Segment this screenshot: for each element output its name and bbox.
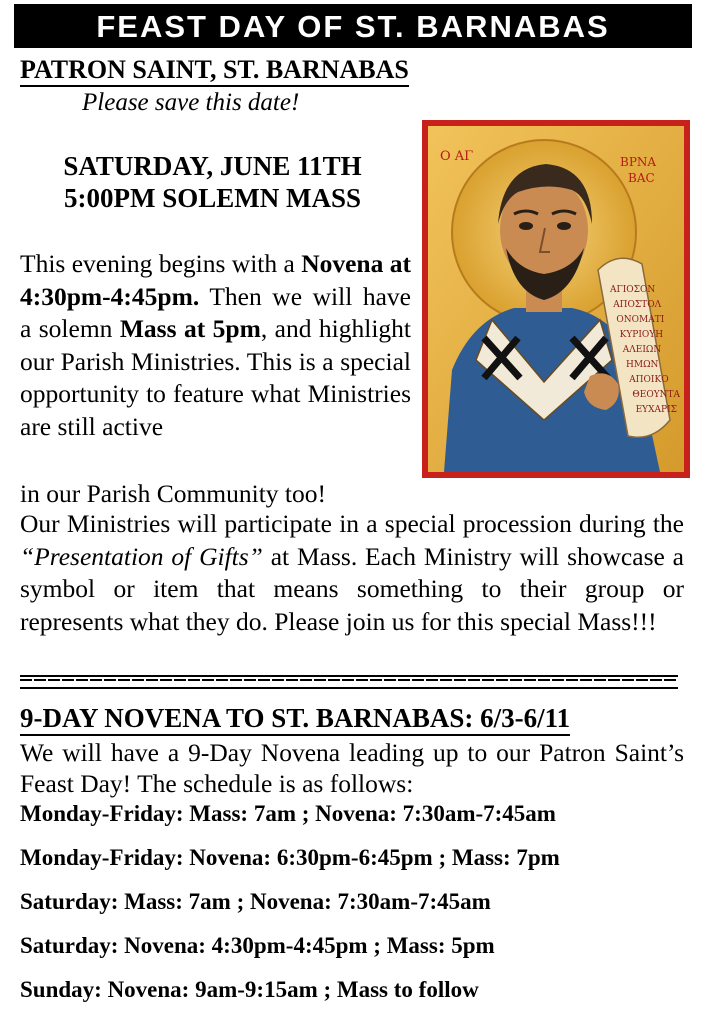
intro-text-1: This evening begins with a [20, 249, 302, 278]
event-date: SATURDAY, JUNE 11TH [63, 151, 362, 181]
page-banner: FEAST DAY OF ST. BARNABAS [14, 4, 692, 48]
inscription-right-2: ΒΑC [628, 171, 655, 185]
scroll-text-line: ΑΠΟΙΚΟ [629, 375, 669, 385]
procession-paragraph [20, 508, 684, 638]
event-datetime [20, 150, 405, 214]
intro-text-2: Then we will have a solemn [20, 281, 411, 343]
novena-intro: We will have a 9-Day Novena leading up to our Patron Saint’s Feast Day! The schedule is as follows: [20, 738, 684, 798]
scroll-text-line: ΑΓΙΟΣΟΝ [610, 285, 656, 295]
scroll-text-line: ΘΕΟΥΝΤΑ [632, 390, 681, 400]
patron-heading: PATRON SAINT, ST. BARNABAS [20, 55, 409, 87]
icon-painting [422, 120, 690, 478]
schedule-line-3: Saturday: Mass: 7am ; Novena: 7:30am-7:45am [20, 889, 491, 914]
scroll-text-line: ΗΜΩΝ [626, 360, 659, 370]
procession-text-2: at Mass. Each Ministry will showcase a symbol or item that means something to their group or represents what they do. Please join us for this special Mass!!! [20, 541, 684, 636]
schedule-line-1: Monday-Friday: Mass: 7am ; Novena: 7:30am-7:45am [20, 801, 556, 826]
schedule-line-4: Saturday: Novena: 4:30pm-4:45pm ; Mass: 5pm [20, 933, 495, 958]
intro-last-line: in our Parish Community too! [20, 479, 326, 508]
intro-novena-time: Novena at 4:30pm-4:45pm. [20, 249, 411, 311]
save-date-note: Please save this date! [82, 89, 300, 116]
scroll-text-line: ΕΥΧΑΡΙΣ [635, 405, 678, 415]
scroll-text-line: ΟΝΟΜΑΤΙ [616, 315, 665, 325]
section-divider [20, 675, 678, 689]
right-eye [557, 222, 571, 230]
left-eye [519, 222, 533, 230]
intro-text-3: , and highlight our Parish Ministries. This is a special opportunity to feature what Ministries are still active [20, 314, 411, 441]
novena-heading: 9-DAY NOVENA TO ST. BARNABAS: 6/3-6/11 [20, 702, 570, 736]
scroll-text-line: ΚΥΡΙΟΥΗ [619, 330, 664, 340]
saint-barnabas-icon-image [422, 120, 690, 478]
schedule-line-2: Monday-Friday: Novena: 6:30pm-6:45pm ; Mass: 7pm [20, 845, 560, 870]
intro-paragraph [20, 248, 411, 443]
scroll-text-line: ΑΛΕΙΩΝ [622, 345, 662, 355]
intro-mass-time: Mass at 5pm [119, 314, 261, 343]
inscription-left: Ο ΑΓ [440, 149, 474, 164]
procession-text-1: Our Ministries will participate in a special procession during the [20, 509, 684, 538]
schedule-line-5: Sunday: Novena: 9am-9:15am ; Mass to follow [20, 977, 479, 1002]
procession-italic: “Presentation of Gifts” [20, 541, 263, 571]
scroll-text-line: ΑΠΟΣΤΟΛ [613, 300, 662, 310]
inscription-right-1: ΒΡΝΑ [620, 155, 657, 169]
event-time: 5:00PM SOLEMN MASS [64, 183, 361, 213]
